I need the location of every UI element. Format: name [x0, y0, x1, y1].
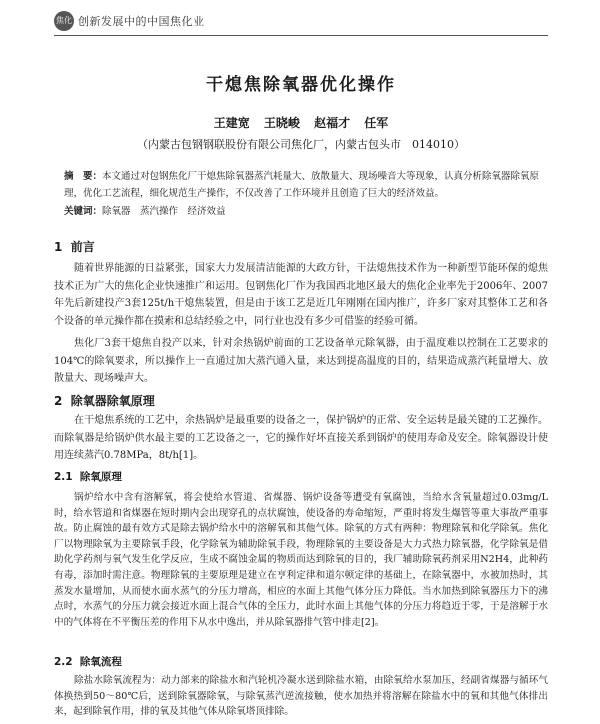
journal-logo: 焦化	[54, 11, 74, 31]
affiliation: （内蒙古包钢钢联股份有限公司焦化厂，内蒙古包头市 014010）	[137, 138, 465, 151]
header-rule	[54, 35, 548, 36]
paragraph-deoxygen-principle: 锅炉给水中含有溶解氧，将会使给水管道、省煤器、锅炉设备等遭受有氧腐蚀，当给水含氧量超过0.03mg/L时，给水管道和省煤器在短时期内会出现穿孔的点状腐蚀，使设备的寿命缩短，严重时将发生爆管等重大事故严重事故。防止腐蚀的最有效方式是除去锅炉给水中的溶解氧和其他气体。除氧的方式有两种：物理除氧和化学除氧。焦化厂以物理除氧为主要除氧手段，化学除氧为辅助除氧手段，物理除氧的主要设备是大力式热力除氧器，化学除氧是借助化学药剂与氧气发生化学反应，生成不腐蚀金属的物质而达到除氧的目的，我厂辅助除氧药剂采用N2H4，此种药有毒，添加时需注意。物理除氧的主要原理是建立在亨利定律和道尔顿定律的基础上，在除氧器中，水被加热时，其蒸发水量增加，从而使水面水蒸气的分压力增高，相应的水面上其他气体分压力降低。当水加热到除氧器压力下的沸点时，水蒸气的分压力就会接近水面上混合气体的全压力，此时水面上其他气体的分压力将趋近于零，于是溶解于水中的气体将在不平衡压差的作用下从水中逸出，并从除氧器排气管中排走[2]。	[54, 492, 548, 628]
keywords-text: 除氧器 蒸汽操作 经济效益	[102, 206, 226, 217]
subsection-heading-2-2	[54, 654, 122, 669]
abstract-label: 摘 要：	[64, 171, 103, 182]
abstract	[64, 168, 542, 202]
journal-name: 创新发展中的中国焦化业	[78, 15, 205, 28]
section-title: 前言	[70, 240, 95, 254]
section-heading-1	[54, 238, 95, 255]
section-number: 2	[54, 394, 63, 408]
paper-title: 干熄焦除氧器优化操作	[206, 75, 396, 95]
paragraph-deoxygen-process: 除盐水除氧流程为：动力部来的除盐水和汽轮机冷凝水送到除盐水箱，由除氧给水泵加压，经副省煤器与循环气体换热到50～80℃后，送到除氧器除氧，与除氧蒸汽逆流接触，使水加热并将溶解在除盐水中的氧和其他气体排出来，起到除氧作用，排的氧及其他气体从除氧塔顶排除。	[54, 675, 548, 717]
keywords	[64, 203, 542, 217]
author-name: 王建宽	[213, 116, 250, 130]
author-name: 王晓峻	[263, 116, 300, 130]
author-list	[54, 114, 548, 131]
paragraph-intro-2: 焦化厂3套干熄焦自投产以来，针对余热锅炉前面的工艺设备单元除氧器，由于温度难以控制在工艺要求的104℃的除氧要求，所以操作上一直通过加大蒸汽通入量，来达到提高温度的目的，结果造成蒸汽耗量增大、放散量大、现场噪声大。	[54, 338, 548, 384]
section-title: 除氧流程	[79, 656, 122, 668]
author-name: 赵福才	[314, 116, 351, 130]
keywords-label: 关键词：	[64, 206, 103, 217]
subsection-heading-2-1	[54, 469, 122, 484]
paragraph-intro-1: 随着世界能源的日益紧张，国家大力发展清洁能源的大政方针，干法熄焦技术作为一种新型节能环保的熄焦技术正为广大的焦化企业快速推广和运用。包钢焦化厂作为我国西北地区最大的焦化企业率先于2006年、2007年先后新建投产3套125t/h干熄焦装置，但是由于该工艺是近几年刚刚在国内推广，许多厂家对其整体工艺和各个设备的单元操作都在摸索和总结经验之中，同行业也没有多少可借鉴的经验可循。	[54, 263, 548, 327]
abstract-text: 本文通过对包钢焦化厂干熄焦除氧器蒸汽耗量大、放散量大、现场噪音大等现象，认真分析除氧器除氧原理，优化工艺流程，细化规范生产操作，不仅改善了工作环境并且创造了巨大的经济效益。	[64, 171, 540, 199]
section-number: 2.2	[54, 656, 73, 668]
author-name: 任军	[364, 116, 389, 130]
section-heading-2	[54, 392, 155, 409]
journal-header	[54, 11, 205, 31]
paragraph-principle-intro: 在干熄焦系统的工艺中，余热锅炉是最重要的设备之一，保护锅炉的正常、安全运转是最关键的工艺操作。而除氧器是给锅炉供水最主要的工艺设备之一，它的操作好坏直接关系到锅炉的使用寿命及安全。除氧器设计使用连续蒸汽0.78MPa，8t/h[1]。	[54, 415, 548, 461]
section-title: 除氧器除氧原理	[70, 394, 155, 408]
section-number: 1	[54, 240, 63, 254]
section-title: 除氧原理	[79, 471, 122, 483]
section-number: 2.1	[54, 471, 73, 483]
